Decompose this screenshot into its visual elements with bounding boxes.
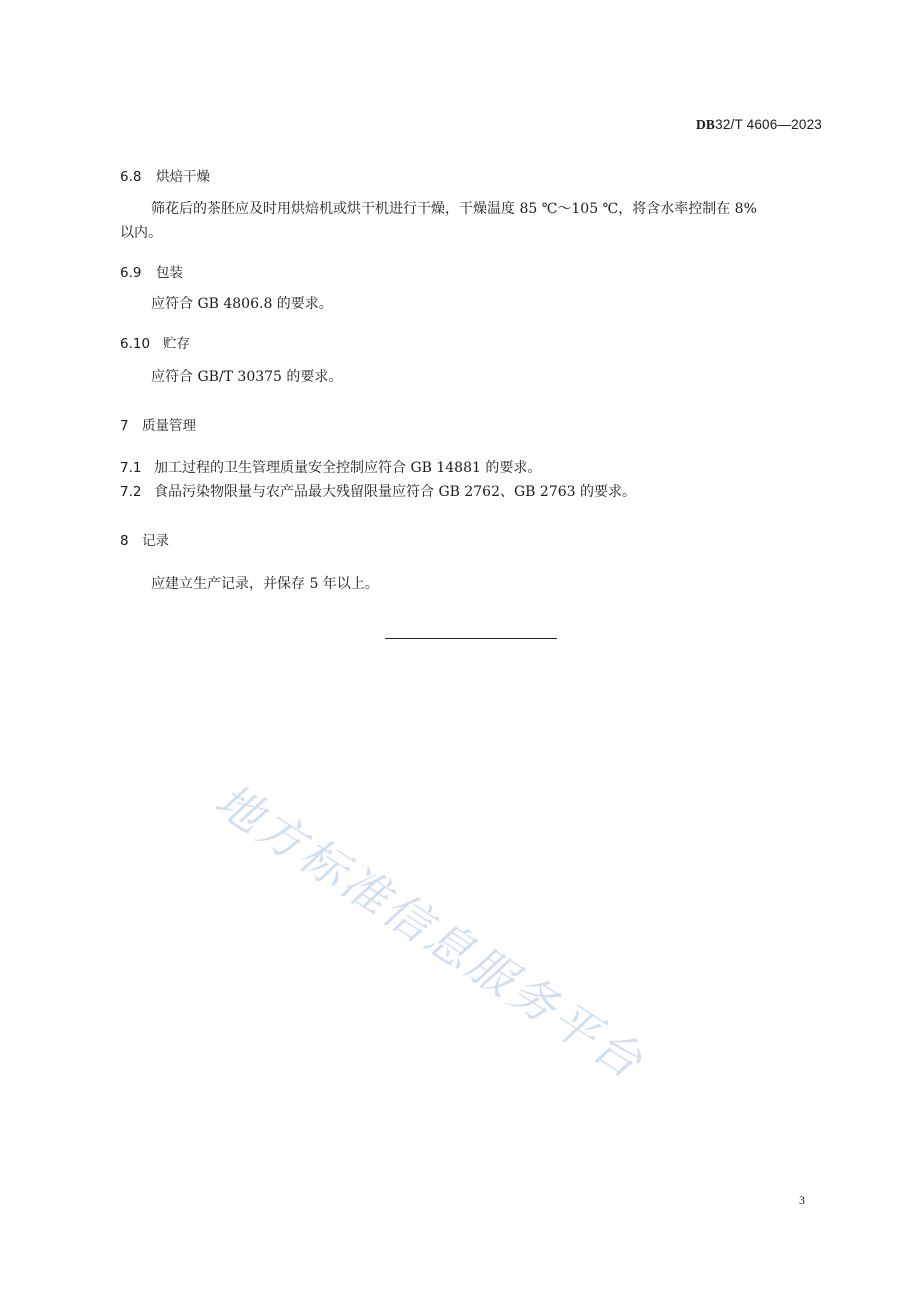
section-6-10-paragraph: 应符合 GB/T 30375 的要求。	[151, 369, 343, 385]
item-text: 食品污染物限量与农产品最大残留限量应符合 GB 2762、GB 2763 的要求。	[154, 484, 637, 500]
section-title: 记录	[142, 533, 169, 549]
watermark: 地方标准信息服务平台	[205, 772, 655, 1091]
section-7-1-item	[120, 457, 541, 477]
section-title: 贮存	[163, 336, 190, 352]
section-title: 包装	[156, 265, 183, 281]
section-6-9-paragraph: 应符合 GB 4806.8 的要求。	[151, 296, 333, 312]
section-number: 6.10	[120, 336, 151, 352]
section-number: 6.9	[120, 265, 142, 281]
document-code	[696, 117, 822, 133]
document-code-number: 32/T 4606—2023	[715, 117, 822, 132]
end-of-document-rule	[385, 638, 557, 639]
section-number: 8	[120, 533, 129, 549]
item-number: 7.1	[120, 460, 142, 476]
item-text: 加工过程的卫生管理质量安全控制应符合 GB 14881 的要求。	[154, 460, 542, 476]
section-7-heading	[120, 414, 196, 434]
document-code-prefix: DB	[695, 117, 716, 132]
section-6-9-heading	[120, 261, 183, 281]
section-number: 7	[120, 418, 129, 434]
section-6-8-heading	[120, 165, 210, 185]
section-8-heading	[120, 529, 169, 549]
section-title: 烘焙干燥	[156, 169, 210, 185]
section-7-2-item	[120, 481, 636, 501]
section-number: 6.8	[120, 169, 142, 185]
section-6-10-heading	[120, 332, 190, 352]
section-6-8-paragraph-line-2: 以内。	[120, 225, 162, 241]
section-6-8-paragraph-line-1: 筛花后的茶胚应及时用烘焙机或烘干机进行干燥，干燥温度 85 ℃～105 ℃，将含水率控制在 8%	[151, 201, 757, 217]
section-8-paragraph: 应建立生产记录，并保存 5 年以上。	[151, 576, 379, 592]
section-title: 质量管理	[142, 418, 196, 434]
item-number: 7.2	[120, 484, 142, 500]
page-number: 3	[799, 1193, 805, 1207]
